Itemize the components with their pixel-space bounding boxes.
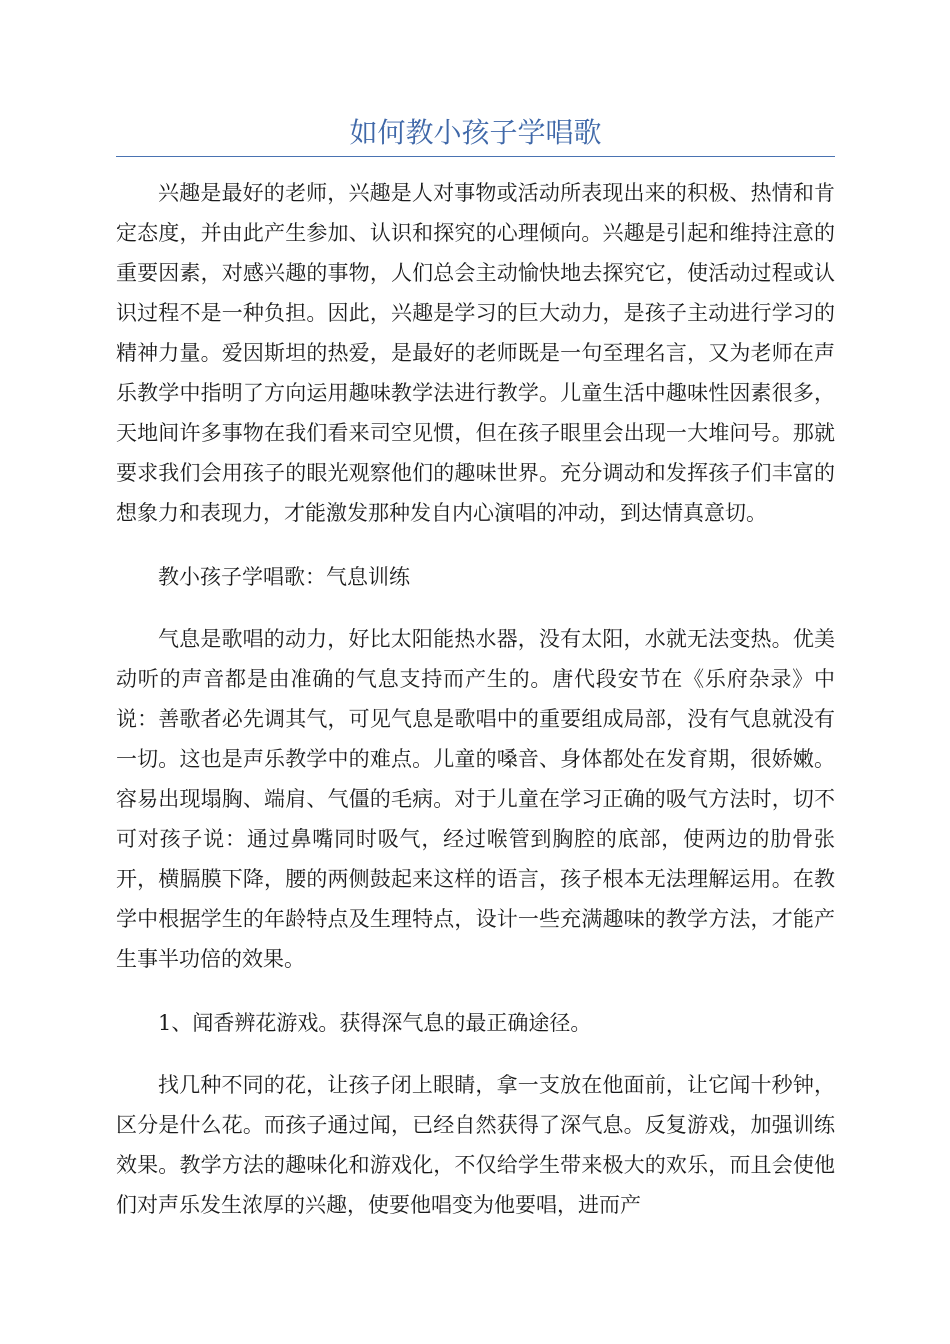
paragraph-breath: 气息是歌唱的动力，好比太阳能热水器，没有太阳，水就无法变热。优美动听的声音都是由准确的气息支持而产生的。唐代段安节在《乐府杂录》中说：善歌者必先调其气，可见气息是歌唱中的重要组成局部，没有气息就没有一切。这也是声乐教学中的难点。儿童的嗓音、身体都处在发育期，很娇嫩。容易出现塌胸、端肩、气僵的毛病。对于儿童在学习正确的吸气方法时，切不可对孩子说：通过鼻嘴同时吸气，经过喉管到胸腔的底部，使两边的肋骨张开，横膈膜下降，腰的两侧鼓起来这样的语言，孩子根本无法理解运用。在教学中根据学生的年龄特点及生理特点，设计一些充满趣味的教学方法，才能产生事半功倍的效果。 (116, 627, 835, 971)
document-page (116, 110, 835, 1249)
document-title: 如何教小孩子学唱歌 (349, 116, 602, 149)
list-item-flower-game: 1、闻香辨花游戏。获得深气息的最正确途径。 (158, 1011, 592, 1035)
paragraph-intro: 兴趣是最好的老师，兴趣是人对事物或活动所表现出来的积极、热情和肯定态度，并由此产生参加、认识和探究的心理倾向。兴趣是引起和维持注意的重要因素，对感兴趣的事物，人们总会主动愉快地去探究它，使活动过程或认识过程不是一种负担。因此，兴趣是学习的巨大动力，是孩子主动进行学习的精神力量。爱因斯坦的热爱，是最好的老师既是一句至理名言，又为老师在声乐教学中指明了方向运用趣味教学法进行教学。儿童生活中趣味性因素很多，天地间许多事物在我们看来司空见惯，但在孩子眼里会出现一大堆问号。那就要求我们会用孩子的眼光观察他们的趣味世界。充分调动和发挥孩子们丰富的想象力和表现力，才能激发那种发自内心演唱的冲动，到达情真意切。 (116, 181, 835, 525)
paragraph-flower-game: 找几种不同的花，让孩子闭上眼睛，拿一支放在他面前，让它闻十秒钟，区分是什么花。而孩子通过闻，已经自然获得了深气息。反复游戏，加强训练效果。教学方法的趣味化和游戏化，不仅给学生带来极大的欢乐，而且会使他们对声乐发生浓厚的兴趣，使要他唱变为他要唱，进而产 (116, 1073, 835, 1217)
title-underline (116, 156, 835, 157)
section-heading-breath-training: 教小孩子学唱歌：气息训练 (158, 565, 410, 589)
